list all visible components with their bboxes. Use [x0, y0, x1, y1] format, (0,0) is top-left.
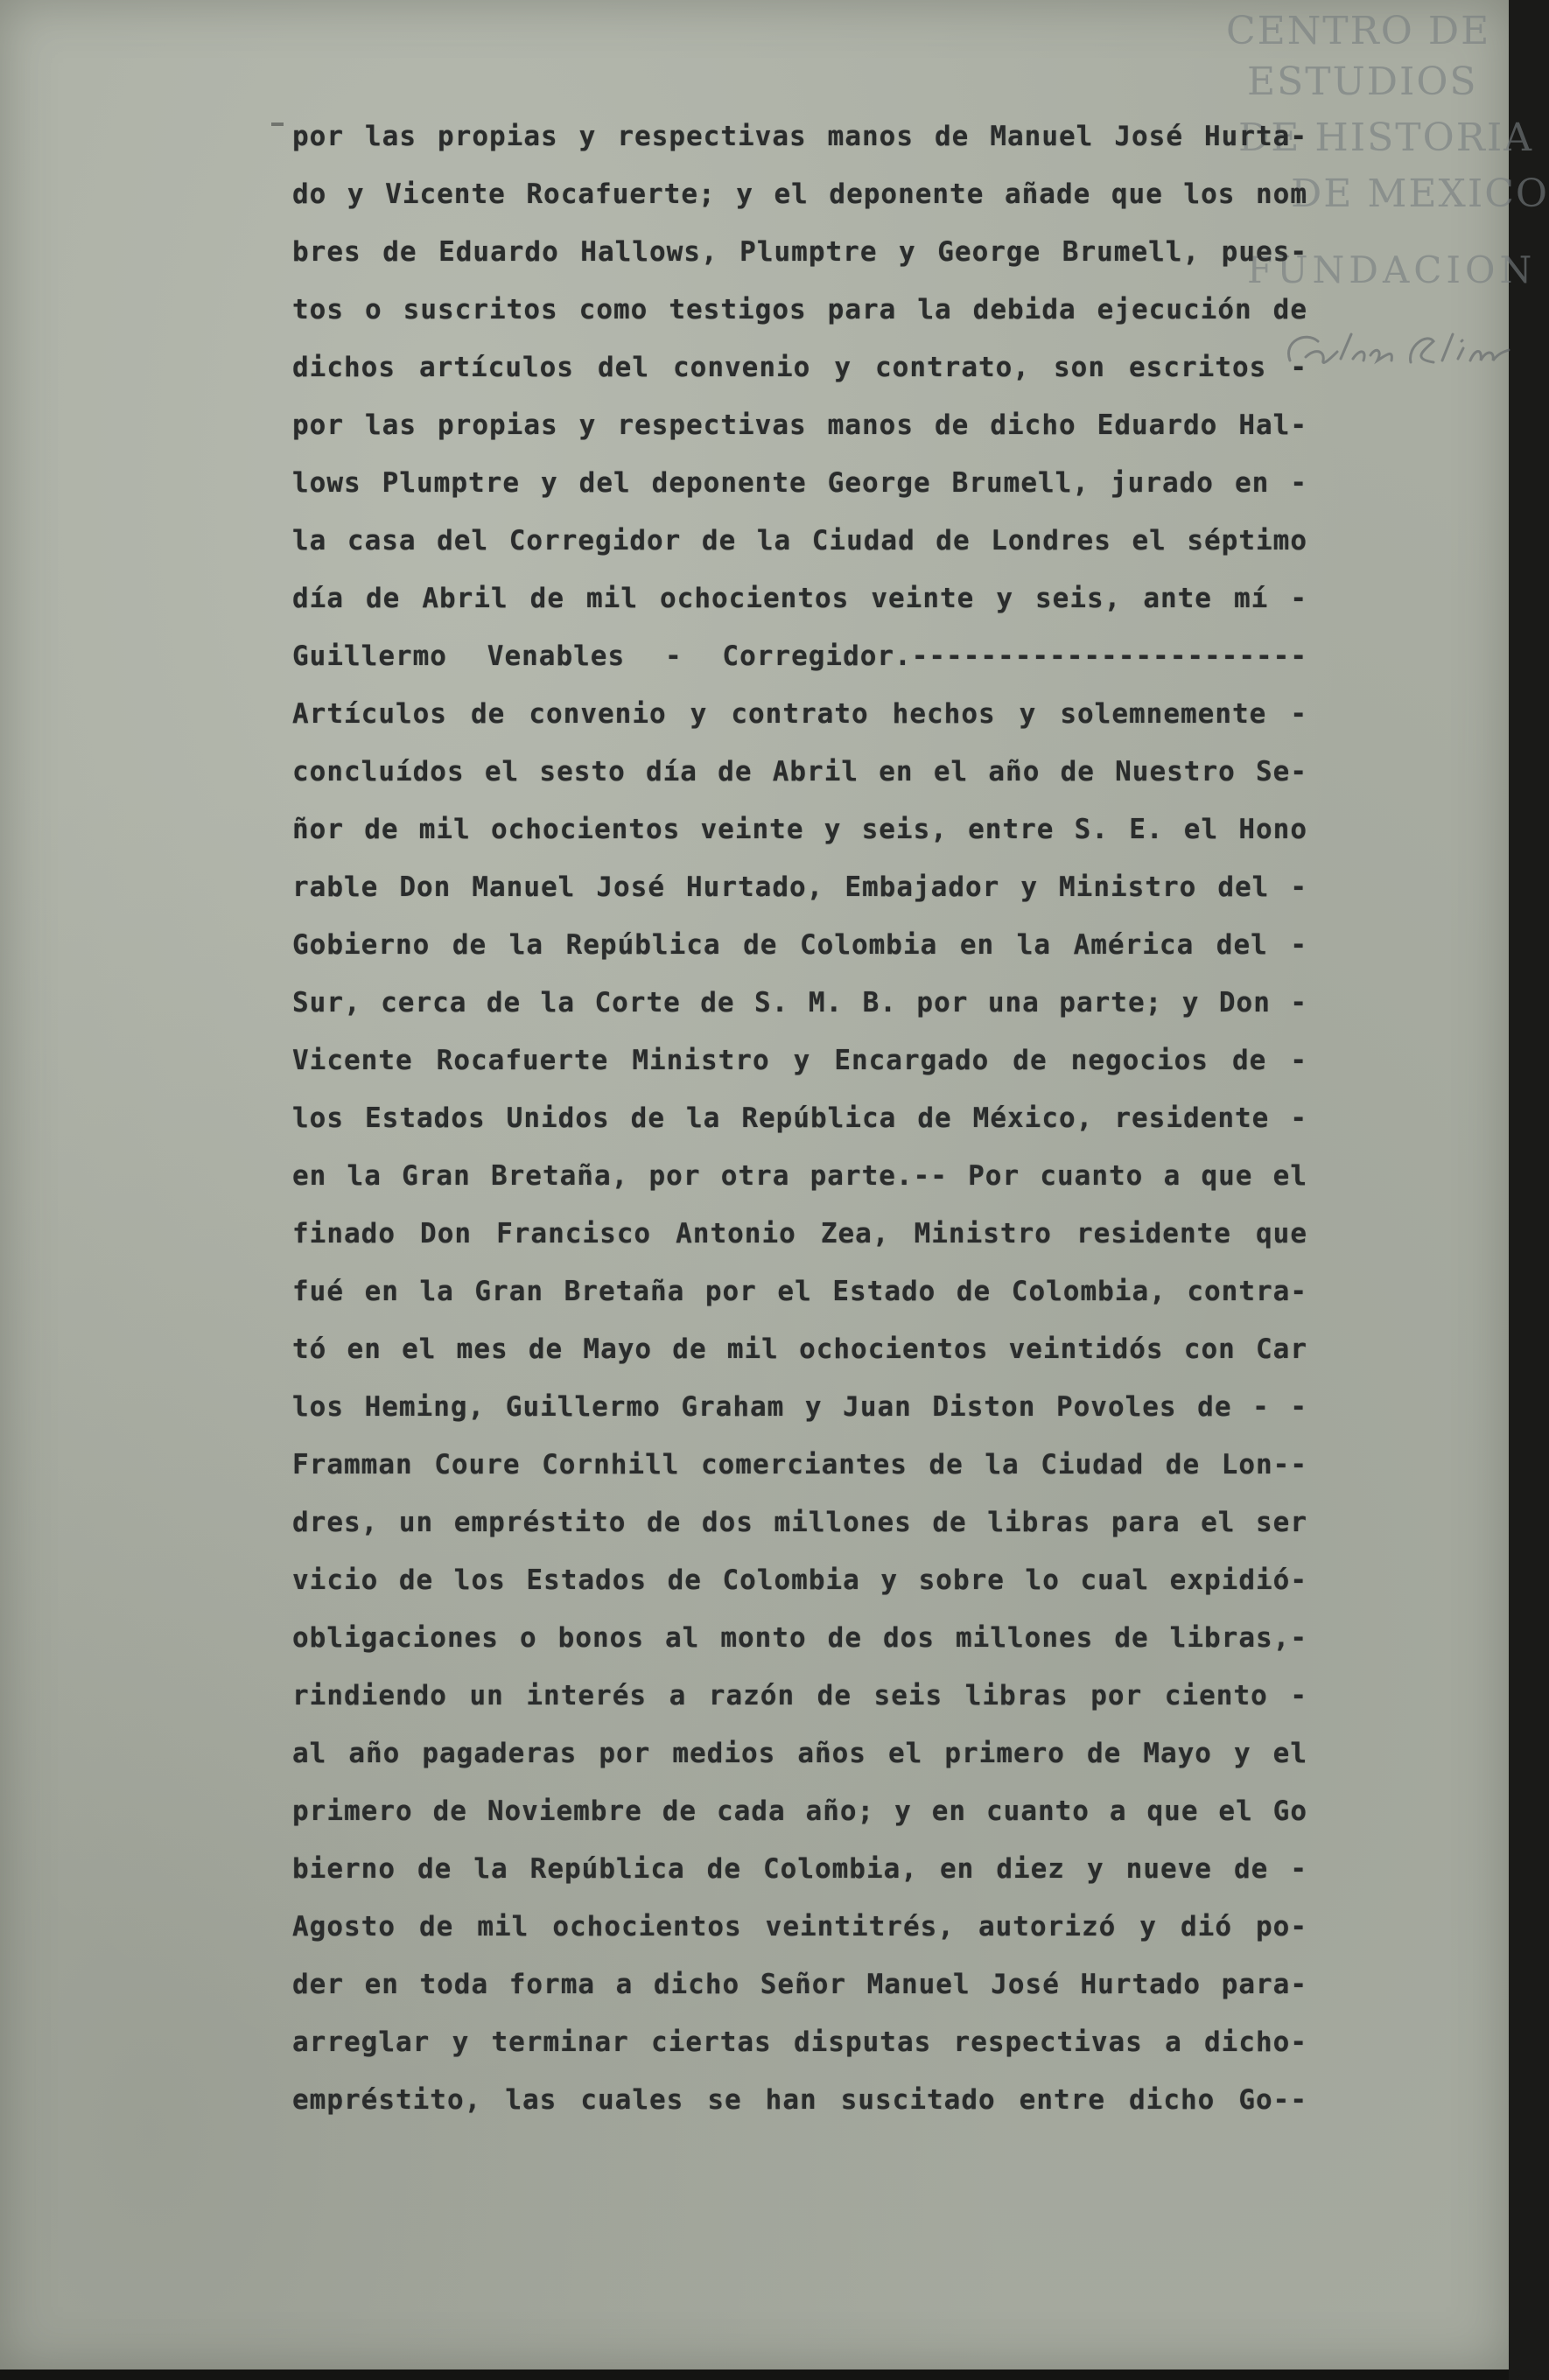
text-line: do y Vicente Rocafuerte; y el deponente añade que los nom	[292, 178, 1307, 210]
stamp-line-5: FUNDACION	[1247, 248, 1537, 291]
text-line: der en toda forma a dicho Señor Manuel José Hurtado para-	[292, 1969, 1307, 2000]
text-line: finado Don Francisco Antonio Zea, Ministro residente que	[292, 1218, 1307, 1250]
text-line: Sur, cerca de la Corte de S. M. B. por una parte; y Don -	[292, 987, 1307, 1018]
text-line: primero de Noviembre de cada año; y en cuanto a que el Go	[292, 1796, 1307, 1827]
text-line: bres de Eduardo Hallows, Plumptre y George Brumell, pues-	[292, 236, 1307, 268]
text-line: bierno de la República de Colombia, en diez y nueve de -	[292, 1853, 1307, 1885]
text-line: rindiendo un interés a razón de seis libras por ciento -	[292, 1680, 1307, 1712]
text-line: Gobierno de la República de Colombia en la América del -	[292, 929, 1307, 961]
text-line: tos o suscritos como testigos para la debida ejecución de	[292, 294, 1307, 326]
text-line: Artículos de convenio y contrato hechos y solemnemente -	[292, 698, 1307, 730]
text-line: dres, un empréstito de dos millones de libras para el ser	[292, 1507, 1307, 1538]
text-line: empréstito, las cuales se han suscitado entre dicho Go--	[292, 2084, 1307, 2116]
text-line: día de Abril de mil ochocientos veinte y seis, ante mí -	[292, 583, 1307, 614]
text-line: por las propias y respectivas manos de dicho Eduardo Hal-	[292, 410, 1307, 441]
text-line: obligaciones o bonos al monto de dos millones de libras,-	[292, 1622, 1307, 1654]
stamp-line-1: CENTRO DE	[1226, 9, 1491, 53]
scan-border	[0, 2370, 1509, 2380]
text-line: los Estados Unidos de la República de México, residente -	[292, 1102, 1307, 1134]
text-line: ñor de mil ochocientos veinte y seis, entre S. E. el Hono	[292, 814, 1307, 845]
stamp-line-2: ESTUDIOS	[1247, 60, 1478, 104]
stamp-line-3: DE HISTORIA	[1238, 116, 1533, 160]
text-line: lows Plumptre y del deponente George Brumell, jurado en -	[292, 467, 1307, 499]
text-line: en la Gran Bretaña, por otra parte.-- Por cuanto a que el	[292, 1160, 1307, 1192]
text-line: la casa del Corregidor de la Ciudad de Londres el séptimo	[292, 525, 1307, 556]
text-line: por las propias y respectivas manos de Manuel José Hurta-	[292, 121, 1307, 152]
text-line: arreglar y terminar ciertas disputas respectivas a dicho-	[292, 2026, 1307, 2058]
text-line: Framman Coure Cornhill comerciantes de la Ciudad de Lon--	[292, 1449, 1307, 1480]
text-line: fué en la Gran Bretaña por el Estado de Colombia, contra-	[292, 1276, 1307, 1307]
text-line: vicio de los Estados de Colombia y sobre lo cual expidió-	[292, 1564, 1307, 1596]
text-line: dichos artículos del convenio y contrato, son escritos -	[292, 352, 1307, 383]
text-line: concluídos el sesto día de Abril en el año de Nuestro Se-	[292, 756, 1307, 788]
text-line: al año pagaderas por medios años el primero de Mayo y el	[292, 1738, 1307, 1769]
text-line: Vicente Rocafuerte Ministro y Encargado de negocios de -	[292, 1045, 1307, 1076]
text-line: tó en el mes de Mayo de mil ochocientos veintidós con Car	[292, 1334, 1307, 1365]
text-line: los Heming, Guillermo Graham y Juan Diston Povoles de - -	[292, 1391, 1307, 1423]
stamp-line-4: DE MEXICO	[1291, 172, 1549, 216]
text-line: Agosto de mil ochocientos veintitrés, autorizó y dió po-	[292, 1911, 1307, 1942]
text-line: Guillermo Venables - Corregidor.-----------------------	[292, 640, 1307, 672]
text-line: rable Don Manuel José Hurtado, Embajador y Ministro del -	[292, 872, 1307, 903]
